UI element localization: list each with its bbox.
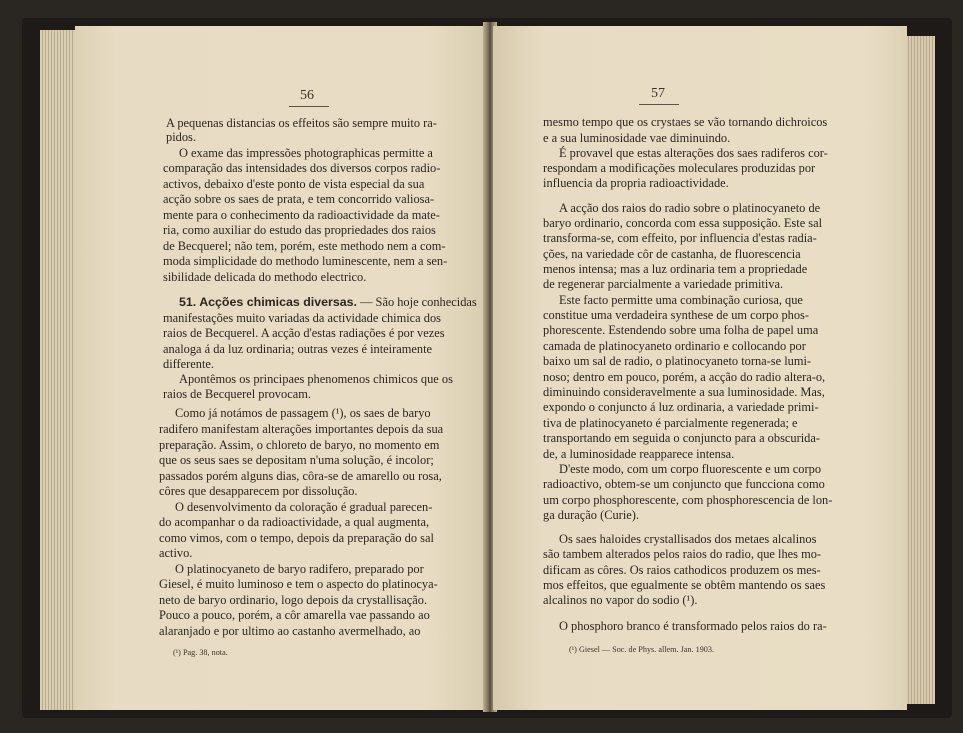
text-line: de regenerar parcialmente a variedade primitiva. [543,277,784,291]
text-line: sibilidade delicada do methodo electrico. [163,270,367,284]
text-line: Giesel, é muito luminoso e tem o aspecto do platinocya- [159,577,438,591]
text-line: comparação das intensidades dos diversos corpos radio- [163,161,441,175]
text-line: transportando em seguida o conjuncto para a obscurida- [543,431,820,445]
text-line: são tambem alterados pelos raios do radio, que lhes mo- [543,547,822,561]
text-line: côres que desapparecem por dissolução. [159,484,358,498]
text-line: alcalinos no vapor do sodio (¹). [543,593,698,607]
page-edges-left [40,30,76,710]
text-line: O exame das impressões photographicas permitte a [179,146,433,160]
text-line: camada de platinocyaneto ordinario e collocando por [543,339,806,353]
text-line: differente. [163,357,215,371]
text-line: de Becquerel; não tem, porém, este methodo nem a com- [163,239,446,253]
text-line: O desenvolvimento da coloração é gradual parecen- [175,500,433,514]
text-line: um corpo phosphorescente, com phosphorescencia de lon- [543,493,833,507]
footnote: (¹) Pag. 38, nota. [173,648,228,657]
text-line: noso; dentro em pouco, porém, a acção do radio altera-o, [543,370,826,384]
text-line: influencia da propria radioactividade. [543,176,729,190]
text-line: do acompanhar o da radioactividade, a qual augmenta, [159,515,430,529]
text-line: ções, na variedade côr de castanha, de fluorescencia [543,247,801,261]
text-line: como vimos, com o tempo, depois da preparação do sal [159,531,434,545]
header-rule [289,106,329,107]
page-edges-right [905,36,935,704]
footnote: (¹) Giesel — Soc. de Phys. allem. Jan. 1903. [569,645,715,654]
text-line: analoga á da luz ordinaria; outras vezes é inteiramente [163,342,433,356]
text-line: pidos. [166,130,196,144]
text-line: expondo o conjuncto á luz ordinaria, a variedade primi- [543,400,819,414]
text-line: neto de baryo ordinario, logo depois da crystallisação. [159,593,428,607]
text-line: A acção dos raios do radio sobre o platinocyaneto de [559,201,821,215]
text-line: mente para o conhecimento da radioactividade da mate- [163,208,440,222]
text-line: moda simplicidade do methodo luminescente, nem a sen- [163,254,448,268]
text-line: acção sobre os saes de prata, e tem concorrido valiosa- [163,192,435,206]
section-heading: 51. Acções chimicas diversas. [179,295,357,309]
text-line: radifero manifestam alterações importantes depois da sua [159,422,444,436]
text-line: — São hoje conhecidas [360,295,477,309]
text-line: ria, como auxiliar do estudo das propriedades dos raios [163,223,436,237]
right-page [493,26,907,710]
text-line: D'este modo, com um corpo fluorescente e um corpo [559,462,822,476]
text-line: Este facto permitte uma combinação curiosa, que [559,293,803,307]
text-line: alaranjado e por ultimo ao castanho avermelhado, ao [159,624,421,638]
header-rule [639,104,679,105]
text-line: e a sua luminosidade vae diminuindo. [543,131,731,145]
text-line: phorescente. Estendendo sobre uma folha de papel uma [543,323,819,337]
text-line: raios de Becquerel provocam. [163,387,311,401]
text-line: constitue uma verdadeira synthese de um corpo phos- [543,308,809,322]
text-line: preparação. Assim, o chloreto de baryo, no momento em [159,438,440,452]
text-line: de, a luminosidade reapparece intensa. [543,447,735,461]
text-line: O platinocyaneto de baryo radifero, preparado por [175,562,424,576]
text-line: Pouco a pouco, porém, a côr amarella vae passando ao [159,608,430,622]
left-page [75,26,487,710]
text-line: activo. [159,546,193,560]
text-line: Como já notámos de passagem (¹), os saes de baryo [175,406,431,420]
text-line: É provavel que estas alterações dos saes radiferos cor- [559,146,828,160]
page-number: 56 [300,88,314,103]
text-line: diminuindo consideravelmente a sua luminosidade. Mas, [543,385,825,399]
text-line: menos intensa; mas a luz ordinaria tem a propriedade [543,262,808,276]
text-line: activos, debaixo d'este ponto de vista especial da sua [163,177,425,191]
text-line: mos effeitos, que egualmente se obtêm mantendo os saes [543,578,826,592]
text-line: que os seus saes se depositam n'uma solução, é incolor; [159,453,434,467]
text-line: ga duração (Curie). [543,508,639,522]
text-line: manifestações muito variadas da actividade chimica dos [163,311,441,325]
text-line: Os saes haloides crystallisados dos metaes alcalinos [559,532,817,546]
text-line: baixo um sal de radio, o platinocyaneto torna-se lumi- [543,354,812,368]
text-line: respondam a modificações moleculares produzidas por [543,161,816,175]
text-line: O phosphoro branco é transformado pelos raios do ra- [559,619,827,633]
text-line: tiva de platinocyaneto é parcialmente regenerada; e [543,416,798,430]
text-line: transforma-se, com effeito, por influencia d'estas radia- [543,231,817,245]
text-line: dificam as côres. Os raios cathodicos produzem os mes- [543,563,821,577]
text-line: radioactivo, obtem-se um conjuncto que funcciona como [543,477,825,491]
section-heading-line [179,295,477,309]
page-number: 57 [651,86,665,101]
text-line: baryo ordinario, concorda com essa supposição. Este sal [543,216,823,230]
text-line: passados porém alguns dias, côra-se de amarello ou rosa, [159,469,442,483]
text-line: mesmo tempo que os crystaes se vão tornando dichroicos [543,115,828,129]
text-line: A pequenas distancias os effeitos são sempre muito ra- [166,116,437,130]
text-line: raios de Becquerel. A acção d'estas radiações é por vezes [163,326,445,340]
text-line: Apontêmos os principaes phenomenos chimicos que os [179,372,453,386]
